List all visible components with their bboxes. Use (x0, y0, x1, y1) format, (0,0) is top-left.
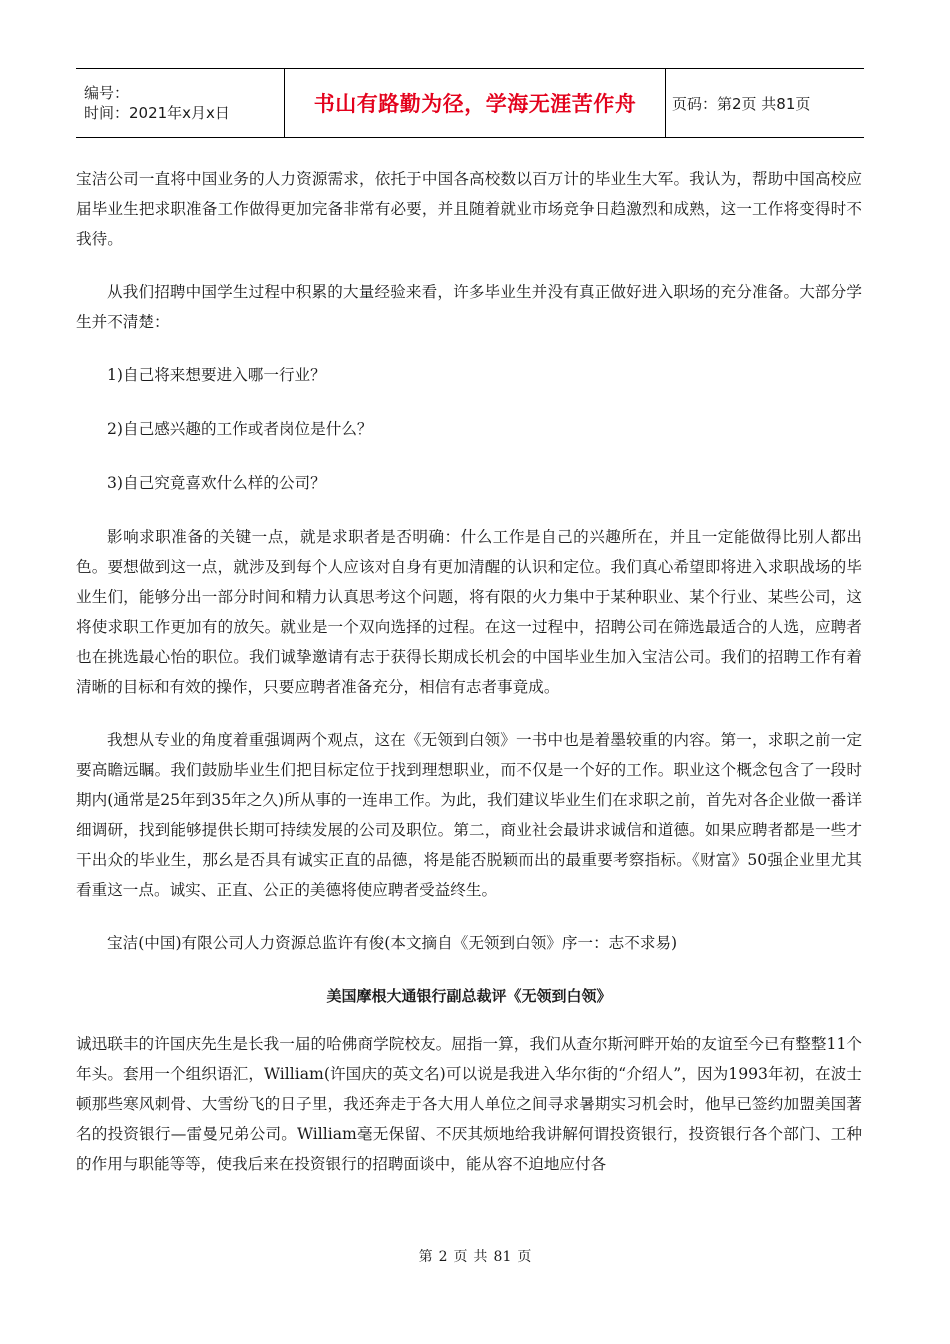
document-number-label: 编号： (84, 84, 130, 102)
header-left-cell (76, 69, 285, 137)
footer-gong: 共 (473, 1249, 488, 1265)
footer-total-pages: 81 (493, 1249, 512, 1265)
document-date-label: 时间：2021年x月x日 (84, 104, 230, 122)
list-item-industry: 1)自己将来想要进入哪一行业？ (107, 366, 326, 384)
page-header (76, 68, 864, 138)
list-item-company: 3)自己究竟喜欢什么样的公司？ (107, 474, 326, 492)
paragraph-review: 诚迅联丰的许国庆先生是长我一届的哈佛商学院校友。屈指一算，我们从查尔斯河畔开始的友谊至今已有整整11个年头。套用一个组织语汇，William(许国庆的英文名)可以说是我进入华尔街的“介绍人”，因为1993年初，在波士顿那些寒风刺骨、大雪纷飞的日子里，我还奔走于各大用人单位之间寻求暑期实习机会时，他早已签约加盟美国著名的投资银行—雷曼兄弟公司。William毫无保留、不厌其烦地给我讲解何谓投资银行，投资银行各个部门、工种的作用与职能等等，使我后来在投资银行的招聘面谈中，能从容不迫地应付各 (76, 1035, 862, 1173)
paragraph-key-point: 影响求职准备的关键一点，就是求职者是否明确：什么工作是自己的兴趣所在，并且一定能做得比别人都出色。要想做到这一点，就涉及到每个人应该对自身有更加清醒的认识和定位。我们真心希望即将进入求职战场的毕业生们，能够分出一部分时间和精力认真思考这个问题，将有限的火力集中于某种职业、某个行业、某些公司，这将使求职工作更加有的放矢。就业是一个双向选择的过程。在这一过程中，招聘公司在筛选最适合的人选，应聘者也在挑选最心怡的职位。我们诚挚邀请有志于获得长期成长机会的中国毕业生加入宝洁公司。我们的招聘工作有着清晰的目标和有效的操作，只要应聘者准备充分，相信有志者事竟成。 (76, 528, 862, 696)
document-body (76, 164, 862, 1202)
footer-ye: 页 (453, 1249, 468, 1265)
list-item-position: 2)自己感兴趣的工作或者岗位是什么？ (107, 420, 373, 438)
header-motto: 书山有路勤为径，学海无涯苦作舟 (313, 92, 637, 116)
paragraph-experience: 从我们招聘中国学生过程中积累的大量经验来看，许多毕业生并没有真正做好进入职场的充分准备。大部分学生并不清楚： (76, 283, 862, 331)
section-heading: 美国摩根大通银行副总裁评《无领到白领》 (326, 987, 612, 1005)
header-page-info: 页码：第2页 共81页 (672, 94, 811, 113)
paragraph-two-views: 我想从专业的角度着重强调两个观点，这在《无领到白领》一书中也是着墨较重的内容。第一，求职之前一定要高瞻远瞩。我们鼓励毕业生们把目标定位于找到理想职业，而不仅是一个好的工作。职业这个概念包含了一段时期内(通常是25年到35年之久)所从事的一连串工作。为此，我们建议毕业生们在求职之前，首先对各企业做一番详细调研，找到能够提供长期可持续发展的公司及职位。第二，商业社会最讲求诚信和道德。如果应聘者都是一些才干出众的毕业生，那幺是否具有诚实正直的品德，将是能否脱颖而出的最重要考察指标。《财富》50强企业里尤其看重这一点。诚实、正直、公正的美德将使应聘者受益终生。 (76, 731, 862, 899)
header-page-cell (666, 69, 810, 137)
page-footer (0, 1246, 950, 1266)
footer-di: 第 (418, 1249, 433, 1265)
footer-page-number: 2 (438, 1249, 448, 1265)
paragraph-intro: 宝洁公司一直将中国业务的人力资源需求，依托于中国各高校数以百万计的毕业生大军。我认为，帮助中国高校应届毕业生把求职准备工作做得更加完备非常有必要，并且随着就业市场竞争日趋激烈和成熟，这一工作将变得时不我待。 (76, 170, 862, 248)
paragraph-signature: 宝洁(中国)有限公司人力资源总监许有俊(本文摘自《无领到白领》序一：志不求易) (107, 934, 678, 952)
footer-ye-2: 页 (517, 1249, 532, 1265)
header-motto-cell (285, 69, 666, 137)
